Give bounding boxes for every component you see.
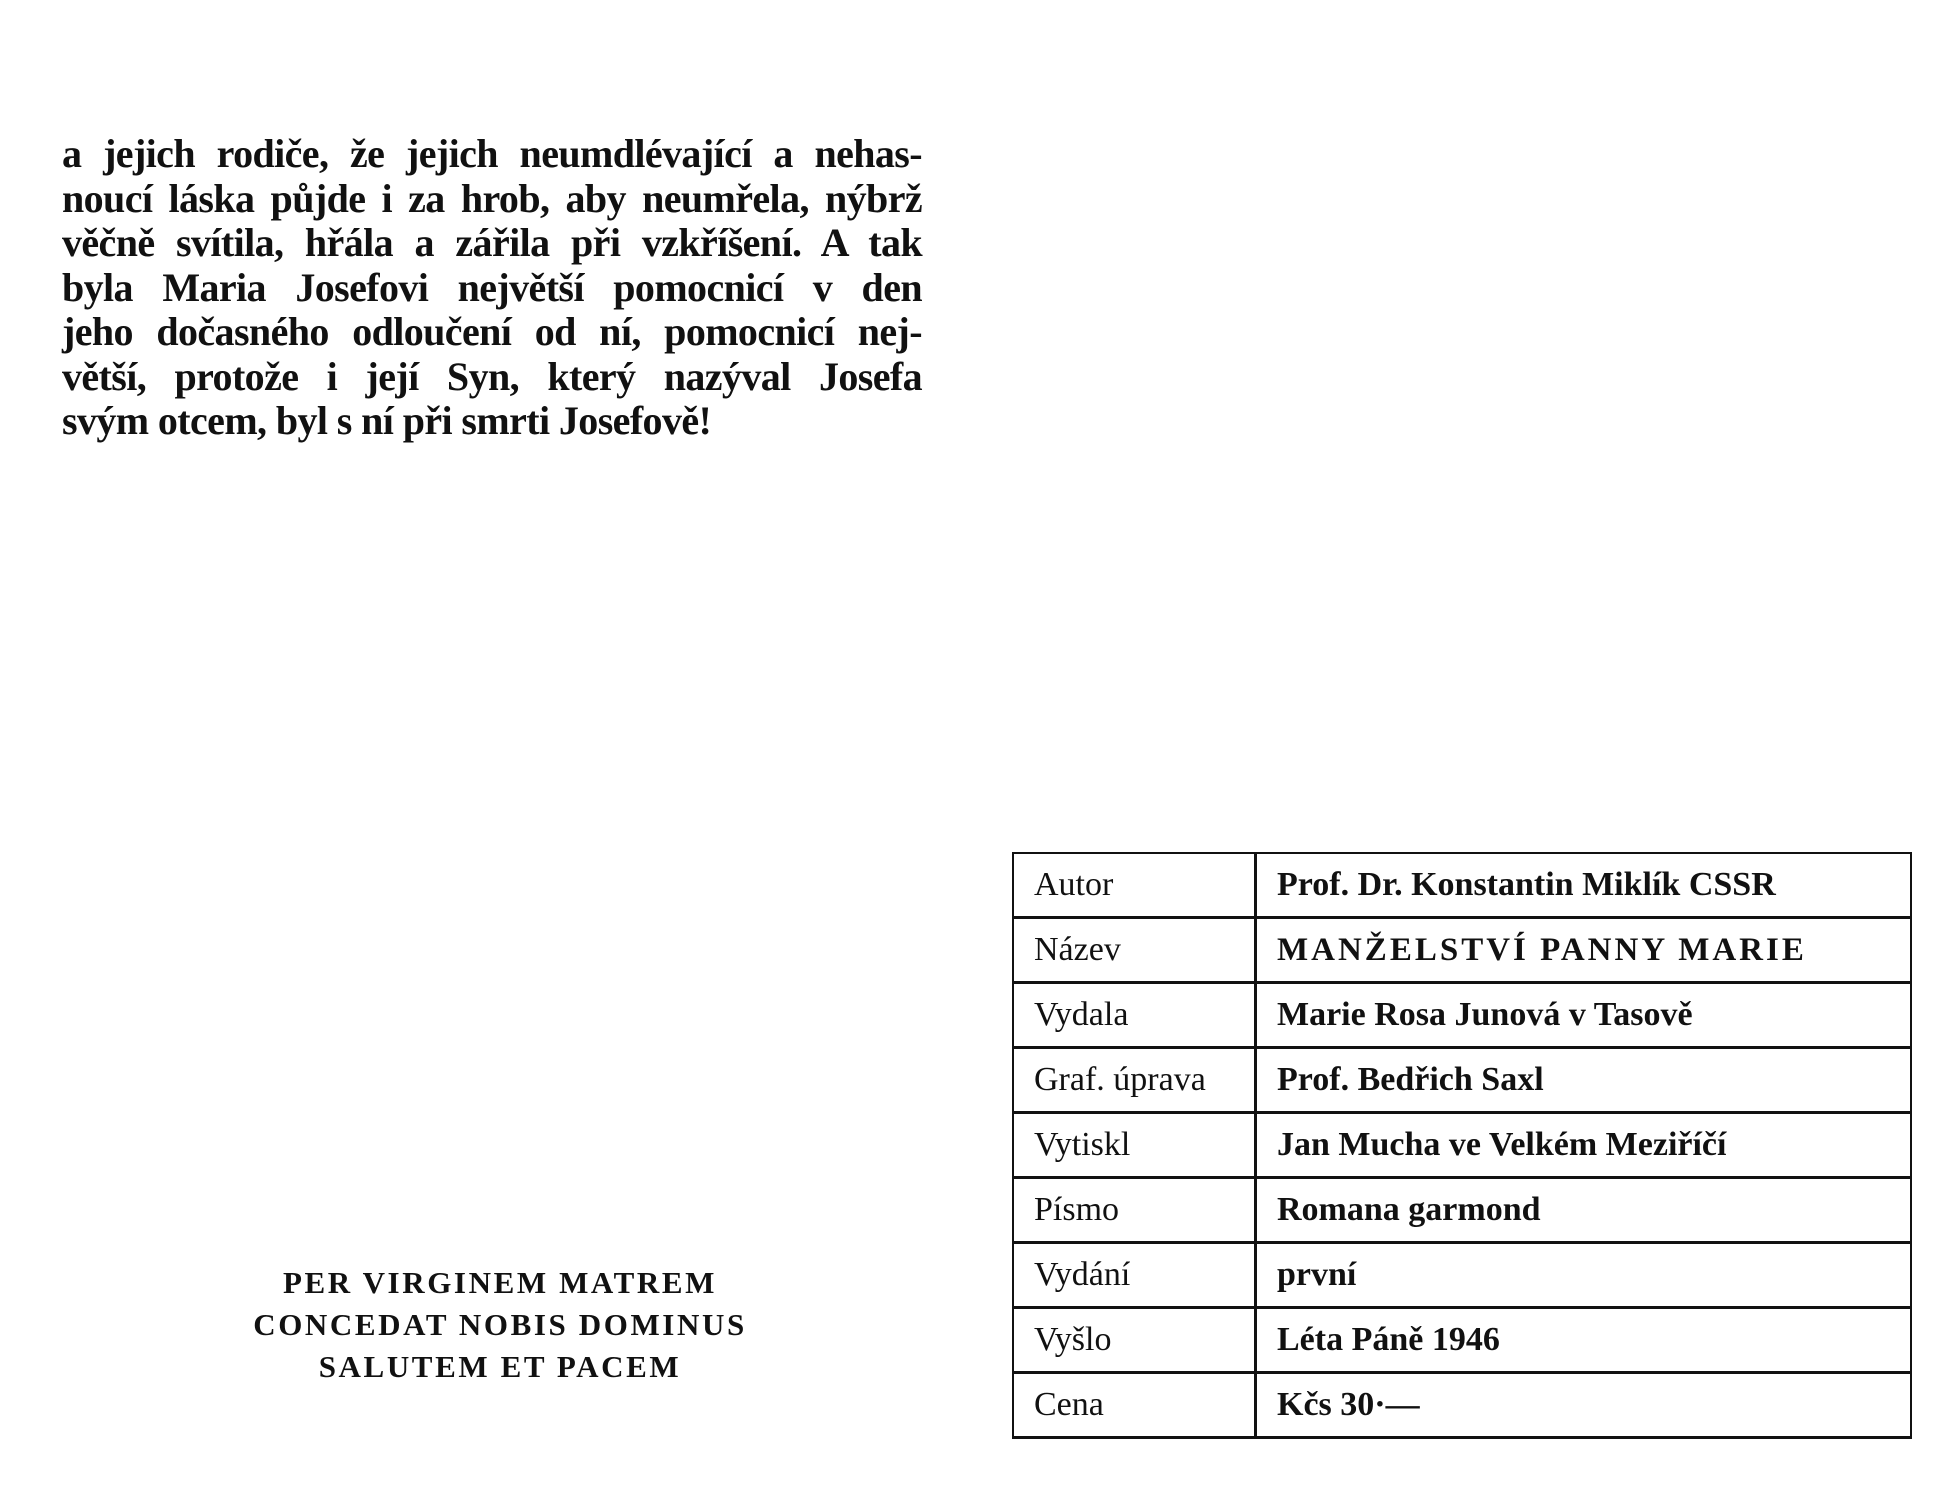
motto-line: PER VIRGINEM MATREM bbox=[282, 1265, 718, 1300]
colophon-value: MANŽELSTVÍ PANNY MARIE bbox=[1257, 919, 1910, 984]
colophon-row-design bbox=[1014, 1049, 1910, 1114]
paragraph-line: jeho dočasného odloučení od ní, pomocnicí nej- bbox=[62, 309, 922, 354]
colophon-label: Cena bbox=[1014, 1374, 1257, 1436]
motto-line: CONCEDAT NOBIS DOMINUS bbox=[253, 1307, 747, 1342]
paragraph-line: věčně svítila, hřála a zářila při vzkříšení. A tak bbox=[62, 220, 922, 265]
colophon-value: Prof. Dr. Konstantin Miklík CSSR bbox=[1257, 854, 1910, 919]
colophon-value: Prof. Bedřich Saxl bbox=[1257, 1049, 1910, 1114]
colophon-label: Vydání bbox=[1014, 1244, 1257, 1309]
paragraph-line: svým otcem, byl s ní při smrti Josefově! bbox=[62, 398, 712, 443]
colophon-label: Vytiskl bbox=[1014, 1114, 1257, 1179]
colophon-value: Romana garmond bbox=[1257, 1179, 1910, 1244]
paragraph-line: větší, protože i její Syn, který nazýval Josefa bbox=[62, 353, 922, 399]
paragraph-line: a jejich rodiče, že jejich neumdlévající a nehas- bbox=[62, 131, 922, 176]
colophon-value: Jan Mucha ve Velkém Meziříčí bbox=[1257, 1114, 1910, 1179]
colophon-value: Léta Páně 1946 bbox=[1257, 1309, 1910, 1374]
colophon-row-author bbox=[1014, 854, 1910, 919]
colophon-value: první bbox=[1257, 1244, 1910, 1309]
colophon-row-publisher bbox=[1014, 984, 1910, 1049]
colophon-row-printer bbox=[1014, 1114, 1910, 1179]
colophon-value: Kčs 30·— bbox=[1277, 1386, 1420, 1423]
colophon-label: Písmo bbox=[1014, 1179, 1257, 1244]
latin-motto bbox=[150, 1262, 850, 1388]
colophon-label: Autor bbox=[1014, 854, 1257, 919]
colophon-label: Graf. úprava bbox=[1014, 1049, 1257, 1114]
colophon-row-title bbox=[1014, 919, 1910, 984]
colophon-label: Vyšlo bbox=[1014, 1309, 1257, 1374]
colophon-row-published bbox=[1014, 1309, 1910, 1374]
paragraph-line: noucí láska půjde i za hrob, aby neumřela, nýbrž bbox=[62, 175, 922, 221]
colophon-value: Marie Rosa Junová v Tasově bbox=[1257, 984, 1910, 1049]
colophon-row-typeface bbox=[1014, 1179, 1910, 1244]
paragraph-line: byla Maria Josefovi největší pomocnicí v den bbox=[62, 264, 922, 310]
colophon-label: Název bbox=[1014, 919, 1257, 984]
motto-line: SALUTEM ET PACEM bbox=[318, 1349, 682, 1384]
colophon-row-price bbox=[1014, 1374, 1910, 1436]
body-paragraph bbox=[62, 132, 922, 444]
colophon-label: Vydala bbox=[1014, 984, 1257, 1049]
colophon-table bbox=[1012, 852, 1912, 1439]
colophon-row-edition bbox=[1014, 1244, 1910, 1309]
